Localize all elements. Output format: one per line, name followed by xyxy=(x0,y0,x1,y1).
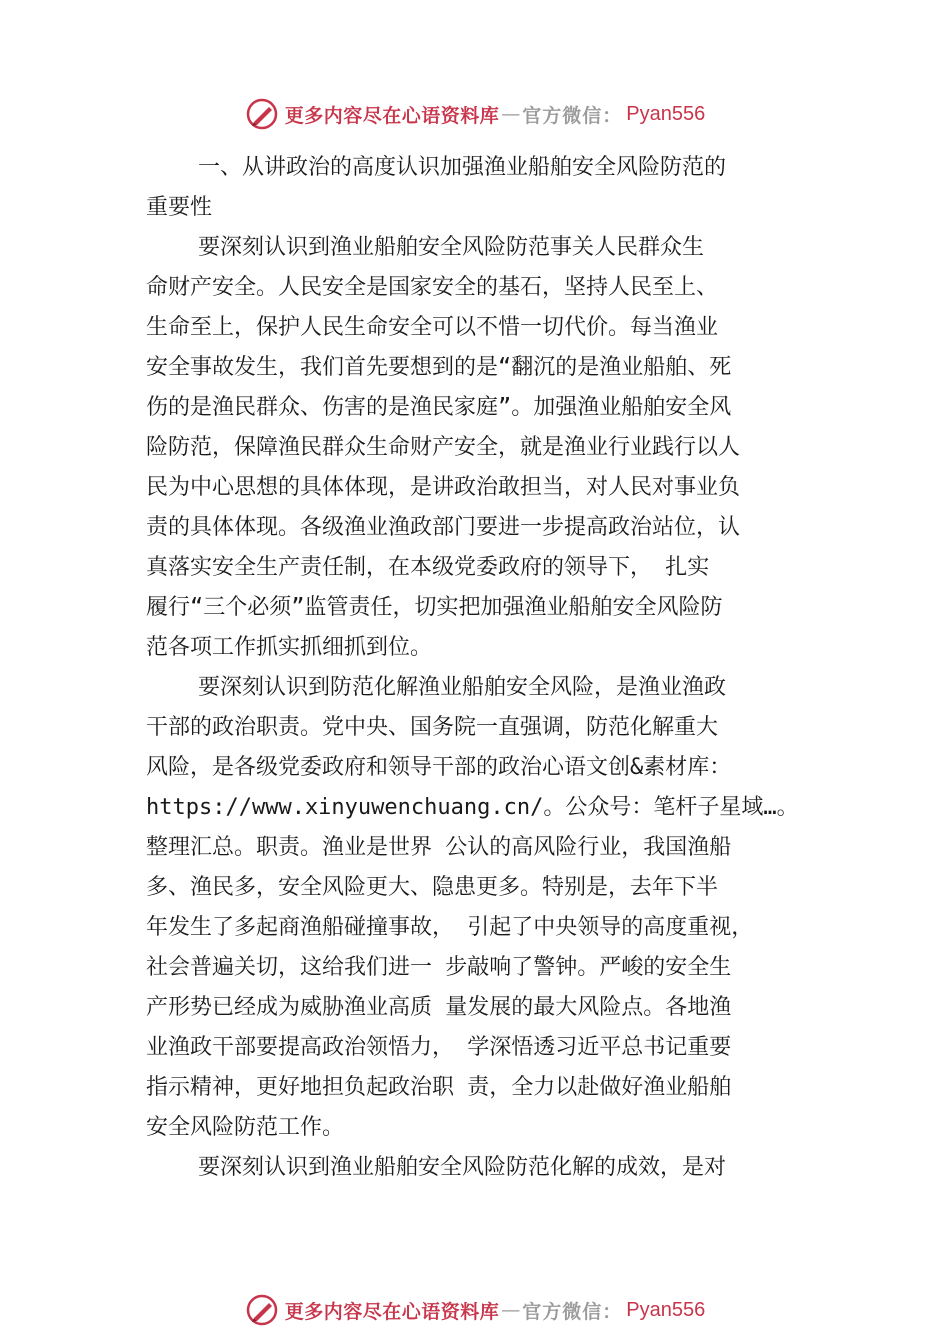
text-line: 履行“三个必须”监管责任，切实把加强渔业船舶安全风险防 xyxy=(146,595,723,620)
text-line: 一、从讲政治的高度认识加强渔业船舶安全风险防范的 xyxy=(198,155,727,180)
text-line: 产形势已经成为威胁渔业高质 量发展的最大风险点。各地渔 xyxy=(146,995,732,1020)
text-line: 干部的政治职责。党中央、国务院一直强调，防范化解重大 xyxy=(146,715,719,740)
pen-circle-logo-icon xyxy=(245,1293,279,1327)
text-line: 指示精神，更好地担负起政治职 责，全力以赴做好渔业船舶 xyxy=(146,1075,732,1100)
text-line: 重要性 xyxy=(146,195,213,220)
text-line: https://www.xinyuwenchuang.cn/。公众号：笔杆子星域…。 xyxy=(146,795,799,820)
text-line: 要深刻认识到渔业船舶安全风险防范事关人民群众生 xyxy=(198,235,705,260)
text-line: 生命至上，保护人民生命安全可以不惜一切代价。每当渔业 xyxy=(146,315,719,340)
text-line: 范各项工作抓实抓细抓到位。 xyxy=(146,635,433,660)
text-line: 业渔政干部要提高政治领悟力， 学深悟透习近平总书记重要 xyxy=(146,1035,732,1060)
footer-watermark-banner xyxy=(0,1290,950,1330)
text-line: 要深刻认识到渔业船舶安全风险防范化解的成效，是对 xyxy=(198,1155,727,1180)
text-line: 安全事故发生，我们首先要想到的是“翻沉的是渔业船舶、死 xyxy=(146,355,732,380)
text-line: 整理汇总。职责。渔业是世界 公认的高风险行业，我国渔船 xyxy=(146,835,732,860)
header-watermark-banner xyxy=(0,94,950,134)
banner-wechat-id: Pyan556 xyxy=(626,1298,706,1321)
pen-circle-logo-icon xyxy=(245,97,279,131)
banner-red-text: 更多内容尽在心语资料库 xyxy=(284,104,500,127)
banner-wechat-label: 官方微信： xyxy=(522,1300,623,1323)
banner-wechat-id: Pyan556 xyxy=(626,102,706,125)
text-line: 风险，是各级党委政府和领导干部的政治心语文创&素材库： xyxy=(146,755,732,780)
text-line: 真落实安全生产责任制，在本级党委政府的领导下， 扎实 xyxy=(146,555,710,580)
banner-dash: — xyxy=(501,103,521,125)
text-line: 险防范，保障渔民群众生命财产安全，就是渔业行业践行以人 xyxy=(146,435,741,460)
text-line: 责的具体体现。各级渔业渔政部门要进一步提高政治站位，认 xyxy=(146,515,741,540)
banner-dash: — xyxy=(501,1299,521,1321)
text-line: 要深刻认识到防范化解渔业船舶安全风险，是渔业渔政 xyxy=(198,675,727,700)
banner-wechat-label: 官方微信： xyxy=(522,104,623,127)
document-body xyxy=(146,148,846,1188)
banner-red-text: 更多内容尽在心语资料库 xyxy=(284,1300,500,1323)
text-line: 民为中心思想的具体体现，是讲政治敢担当，对人民对事业负 xyxy=(146,475,741,500)
text-line: 社会普遍关切，这给我们进一 步敲响了警钟。严峻的安全生 xyxy=(146,955,732,980)
text-line: 安全风险防范工作。 xyxy=(146,1115,345,1140)
text-line: 伤的是渔民群众、伤害的是渔民家庭”。加强渔业船舶安全风 xyxy=(146,395,732,420)
text-line: 多、渔民多，安全风险更大、隐患更多。特别是，去年下半 xyxy=(146,875,719,900)
text-line: 年发生了多起商渔船碰撞事故， 引起了中央领导的高度重视， xyxy=(146,915,754,940)
text-line: 命财产安全。人民安全是国家安全的基石，坚持人民至上、 xyxy=(146,275,719,300)
